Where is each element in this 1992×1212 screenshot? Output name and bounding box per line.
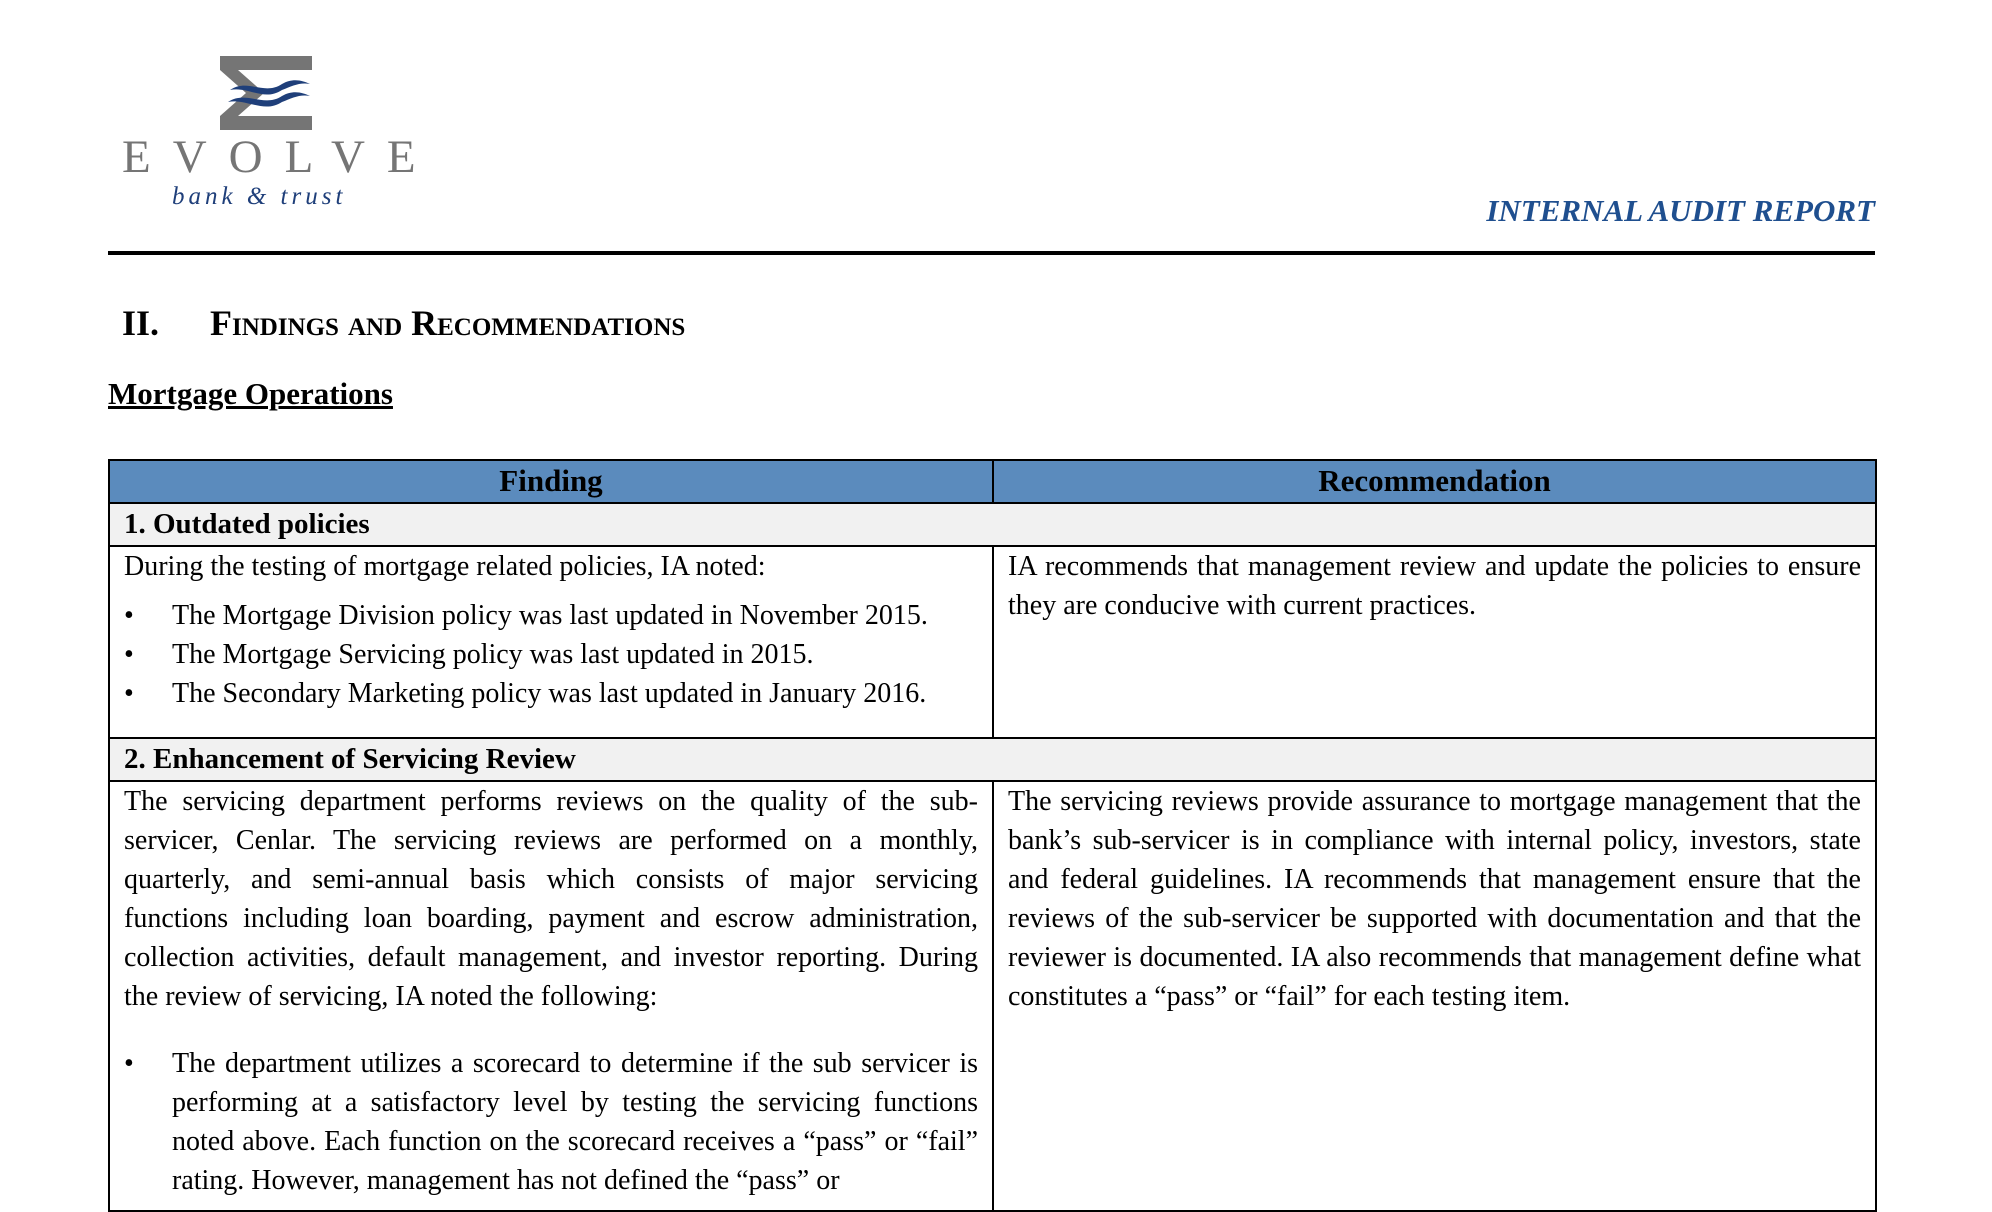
finding-intro: During the testing of mortgage related policies, IA noted: [124, 551, 766, 582]
finding-bullet-list [124, 596, 978, 713]
list-item: • The Mortgage Division policy was last updated in November 2015. [124, 596, 978, 635]
logo-tagline: bank & trust [172, 183, 347, 210]
finding-bullet-list [124, 1044, 978, 1200]
finding-title: 2. Enhancement of Servicing Review [109, 738, 1876, 781]
wave-emblem-icon [220, 56, 312, 130]
logo-wordmark: EVOLVE [122, 131, 438, 183]
finding-group-row [109, 503, 1876, 546]
findings-table [108, 459, 1877, 1212]
table-row [109, 781, 1876, 1211]
recommendation-text: IA recommends that management review and update the policies to ensure they are conducive with current practices. [1008, 551, 1861, 621]
finding-cell [109, 781, 993, 1211]
finding-intro: The servicing department performs reviews on the quality of the sub-servicer, Cenlar. The servicing reviews are performed on a monthly, quarterly, and semi-annual basis which consists of major servicing functions including loan boarding, payment and escrow administration, collection activities, default management, and investor reporting. During the review of servicing, IA noted the following: [124, 786, 978, 1012]
finding-cell [109, 546, 993, 738]
recommendation-text: The servicing reviews provide assurance to mortgage management that the bank’s sub-servicer is in compliance with internal policy, investors, state and federal guidelines. IA recommends that management ensure that the reviews of the sub-servicer be supported with documentation and that the reviewer is documented. IA also recommends that management define what constitutes a “pass” or “fail” for each testing item. [1008, 786, 1861, 1012]
recommendation-column-header: Recommendation [993, 460, 1876, 503]
table-header-row [109, 460, 1876, 503]
subsection-title: Mortgage Operations [108, 376, 393, 411]
header-divider [108, 251, 1875, 255]
finding-group-row [109, 738, 1876, 781]
list-item: • The Secondary Marketing policy was last updated in January 2016. [124, 674, 978, 713]
section-heading [122, 302, 685, 344]
recommendation-cell [993, 546, 1876, 738]
evolve-logo [120, 56, 438, 216]
section-number: II. [122, 303, 160, 343]
section-title: Findings and Recommendations [210, 303, 686, 343]
list-item: • The department utilizes a scorecard to determine if the sub servicer is performing at a satisfactory level by testing the servicing functions noted above. Each function on the scorecard receives a “pass” or “fail” rating. However, management has not defined the “pass” or [124, 1044, 978, 1200]
finding-column-header: Finding [109, 460, 993, 503]
report-title: INTERNAL AUDIT REPORT [1486, 193, 1875, 228]
finding-title: 1. Outdated policies [109, 503, 1876, 546]
table-row [109, 546, 1876, 738]
findings-table-container [108, 459, 1875, 1212]
list-item: • The Mortgage Servicing policy was last updated in 2015. [124, 635, 978, 674]
recommendation-cell [993, 781, 1876, 1211]
